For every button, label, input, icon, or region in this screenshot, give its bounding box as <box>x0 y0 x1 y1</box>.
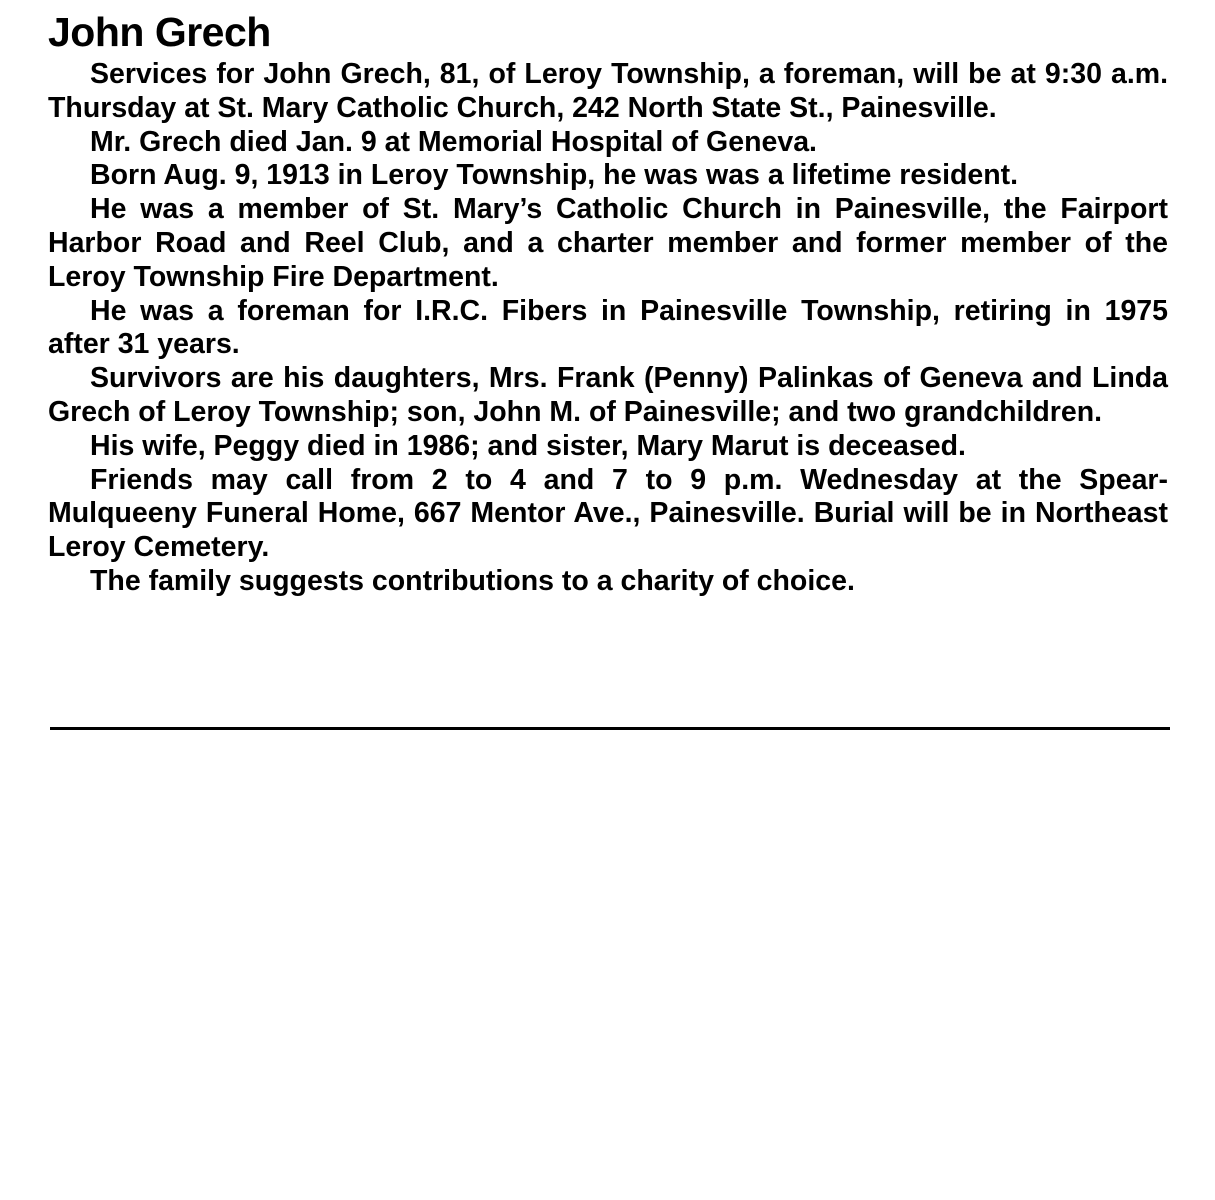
paragraph-career: He was a foreman for I.R.C. Fibers in Painesville Township, retiring in 1975 after 31 years. <box>48 294 1168 361</box>
paragraph-survivors: Survivors are his daughters, Mrs. Frank (Penny) Palinkas of Geneva and Linda Grech of Leroy Township; son, John M. of Painesville; and two grandchildren. <box>48 362 1168 428</box>
bottom-divider-rule <box>50 727 1170 730</box>
paragraph-birth: Born Aug. 9, 1913 in Leroy Township, he was was a lifetime resident. <box>90 159 1019 192</box>
paragraph-memberships: He was a member of St. Mary’s Catholic Church in Painesville, the Fairport Harbor Road and Reel Club, and a charter member and former member of the Leroy Township Fire Department. <box>48 193 1168 293</box>
paragraph-predeceased: His wife, Peggy died in 1986; and sister, Mary Marut is deceased. <box>90 429 966 462</box>
obituary-body <box>48 58 1168 599</box>
paragraph-services: Services for John Grech, 81, of Leroy Township, a foreman, will be at 9:30 a.m. Thursday at St. Mary Catholic Church, 242 North State St., Painesville. <box>48 58 1168 124</box>
obituary-clipping <box>48 6 1168 599</box>
paragraph-death: Mr. Grech died Jan. 9 at Memorial Hospital of Geneva. <box>90 125 817 158</box>
paragraph-visitation: Friends may call from 2 to 4 and 7 to 9 p.m. Wednesday at the Spear-Mulqueeny Funeral Home, 667 Mentor Ave., Painesville. Burial will be in Northeast Leroy Cemetery. <box>48 463 1168 564</box>
paragraph-contributions: The family suggests contributions to a charity of choice. <box>90 564 855 597</box>
obituary-headline: John Grech <box>48 9 271 55</box>
